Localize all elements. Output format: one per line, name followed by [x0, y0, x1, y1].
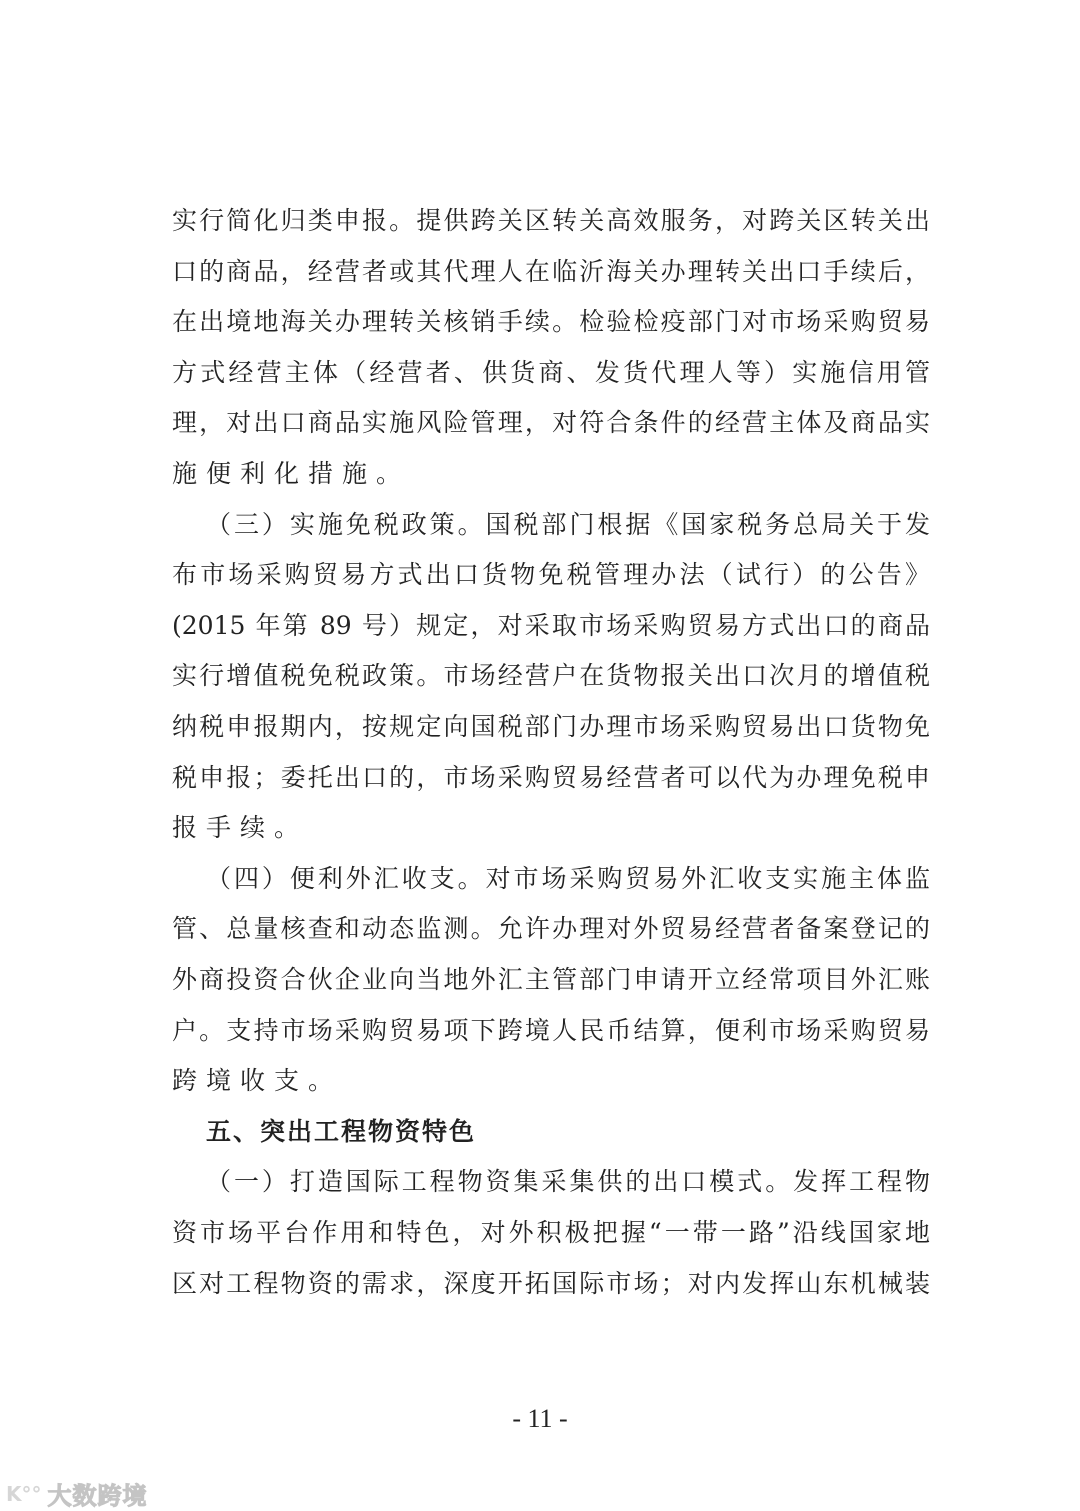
text-line: （三）实施免税政策。国税部门根据《国家税务总局关于发 [206, 509, 930, 539]
text-line: 实行增值税免税政策。市场经营户在货物报关出口次月的增值税 [172, 661, 930, 691]
text-line: （四）便利外汇收支。对市场采购贸易外汇收支实施主体监 [206, 863, 930, 893]
text-line: 布市场采购贸易方式出口货物免税管理办法（试行）的公告》 [172, 560, 930, 590]
watermark-logo-icon: K°° [6, 1481, 42, 1506]
section-heading: 五、突出工程物资特色 [206, 1116, 477, 1146]
text-line: 理，对出口商品实施风险管理，对符合条件的经营主体及商品实 [172, 408, 930, 438]
text-line: 区对工程物资的需求，深度开拓国际市场；对内发挥山东机械装 [172, 1268, 930, 1298]
text-line: 纳税申报期内，按规定向国税部门办理市场采购贸易出口货物免 [172, 712, 930, 741]
text-line: 资市场平台作用和特色，对外积极把握“一带一路”沿线国家地 [172, 1218, 930, 1247]
text-line: 方式经营主体（经营者、供货商、发货代理人等）实施信用管 [172, 357, 930, 387]
text-line: 在出境地海关办理转关核销手续。检验检疫部门对市场采购贸易 [172, 307, 930, 337]
text-line: 外商投资合伙企业向当地外汇主管部门申请开立经常项目外汇账 [172, 965, 930, 994]
text-line: 实行简化归类申报。提供跨关区转关高效服务，对跨关区转关出 [172, 206, 930, 235]
text-line: 报手续。 [172, 813, 309, 843]
text-line: 管、总量核查和动态监测。允许办理对外贸易经营者备案登记的 [172, 914, 930, 944]
watermark [6, 1476, 148, 1511]
text-line: 跨境收支。 [172, 1066, 343, 1096]
text-line: （一）打造国际工程物资集采集供的出口模式。发挥工程物 [206, 1167, 930, 1197]
text-line: (2015 年第 89 号）规定，对采取市场采购贸易方式出口的商品 [172, 610, 930, 640]
page-number: - 11 - [512, 1404, 568, 1433]
text-line: 施便利化措施。 [172, 459, 411, 488]
text-line: 户。支持市场采购贸易项下跨境人民币结算，便利市场采购贸易 [172, 1015, 930, 1045]
watermark-text: 大数跨境 [47, 1482, 148, 1510]
text-line: 口的商品，经营者或其代理人在临沂海关办理转关出口手续后， [172, 256, 930, 286]
text-line: 税申报；委托出口的，市场采购贸易经营者可以代为办理免税申 [172, 762, 930, 792]
